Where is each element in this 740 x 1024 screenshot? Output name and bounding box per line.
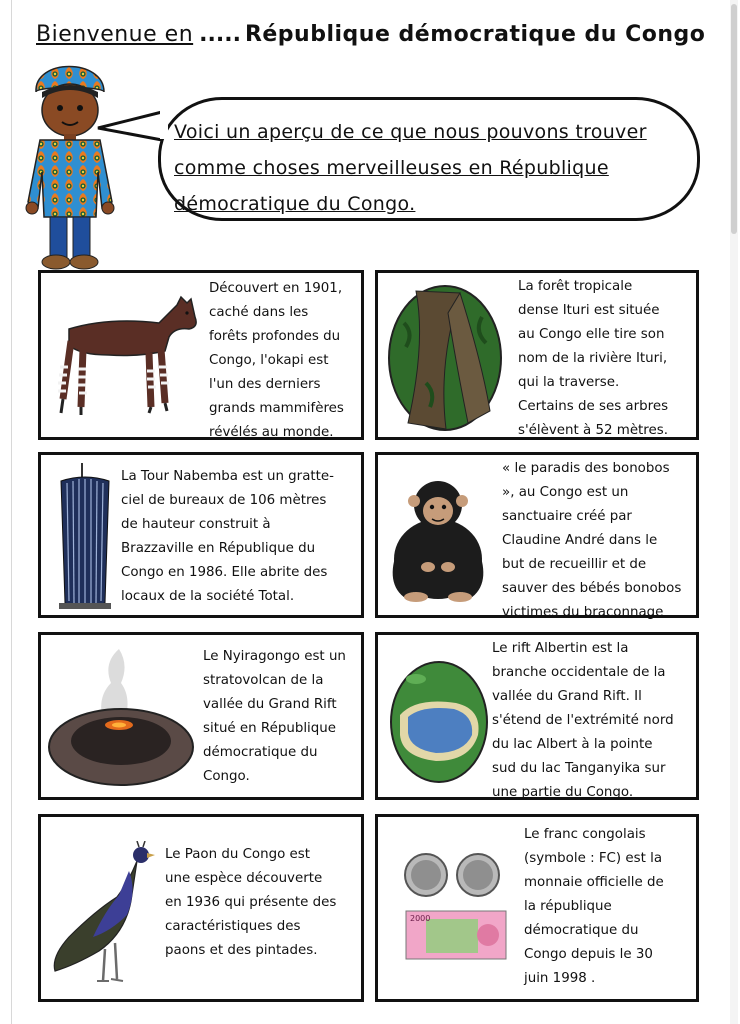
speech-bubble-tail [96, 110, 166, 144]
card-line: monnaie officielle de [524, 875, 664, 890]
card-line: caché dans les [209, 305, 309, 320]
card-line: but de recueillir et de [502, 557, 647, 572]
card-okapi [38, 270, 364, 440]
card-ituri-forest [375, 270, 699, 440]
card-line: Congo en 1986. Elle abrite des [121, 565, 328, 580]
card-line: La forêt tropicale [518, 279, 633, 294]
bubble-line: comme choses merveilleuses en République [174, 157, 609, 179]
card-line: paons et des pintades. [165, 943, 318, 958]
title-dots: ..... [199, 22, 241, 47]
card-text [209, 277, 344, 445]
child-character-illustration [20, 52, 120, 272]
card-line: sud du lac Tanganyika sur [492, 761, 666, 776]
card-line: stratovolcan de la [203, 673, 324, 688]
card-text [492, 637, 674, 805]
page-title [36, 22, 705, 47]
card-line: « le paradis des bonobos [502, 461, 670, 476]
rift-lake-illustration [386, 657, 492, 787]
card-line: Le franc congolais [524, 827, 646, 842]
card-line: ciel de bureaux de 106 mètres [121, 493, 327, 508]
card-line: vallée du Grand Rift. Il [492, 689, 642, 704]
card-line: une espèce découverte [165, 871, 323, 886]
card-nyiragongo [38, 632, 364, 800]
card-line: au Congo elle tire son [518, 327, 665, 342]
card-text [502, 457, 681, 625]
card-text [121, 465, 334, 609]
card-line: forêts profondes du [209, 329, 341, 344]
card-line: Découvert en 1901, [209, 281, 343, 296]
card-line: Brazzaville en République du [121, 541, 316, 556]
card-line: nom de la rivière Ituri, [518, 351, 668, 366]
card-tour-nabemba [38, 452, 364, 618]
title-country: République démocratique du Congo [244, 22, 706, 47]
bubble-line: Voici un aperçu de ce que nous pouvons trouver [174, 121, 647, 143]
card-line: Le rift Albertin est la [492, 641, 629, 656]
bubble-tail-cover [160, 109, 168, 139]
page-edge [11, 0, 12, 1024]
card-line: démocratique du [203, 745, 318, 760]
okapi-illustration [49, 289, 201, 429]
forest-illustration [386, 283, 504, 433]
card-paon-du-congo [38, 814, 364, 1002]
banknote-value: 2000 [410, 914, 431, 923]
card-line: en 1936 qui présente des [165, 895, 337, 910]
card-franc-congolais [375, 814, 699, 1002]
card-line: », au Congo est un [502, 485, 629, 500]
card-text [165, 843, 336, 963]
card-line: Le Paon du Congo est [165, 847, 311, 862]
card-bonobos [375, 452, 699, 618]
title-lead: Bienvenue en [36, 22, 194, 47]
scrollbar-thumb[interactable] [731, 4, 737, 234]
card-line: démocratique du [524, 923, 639, 938]
card-line: la république [524, 899, 612, 914]
card-line: caractéristiques des [165, 919, 301, 934]
card-rift-albertin [375, 632, 699, 800]
card-line: Congo. [203, 769, 250, 784]
peacock-illustration [45, 841, 155, 989]
card-text [524, 823, 664, 991]
speech-bubble-text [174, 114, 684, 222]
card-line: sanctuaire créé par [502, 509, 632, 524]
card-line: Claudine André dans le [502, 533, 658, 548]
card-line: branche occidentale de la [492, 665, 666, 680]
card-line: une partie du Congo. [492, 785, 634, 800]
card-line: grands mammifères [209, 401, 344, 416]
card-line: Congo depuis le 30 [524, 947, 653, 962]
card-line: Certains de ses arbres [518, 399, 669, 414]
card-line: de hauteur construit à [121, 517, 271, 532]
card-line: situé en République [203, 721, 337, 736]
tower-illustration [55, 463, 115, 613]
card-line: qui la traverse. [518, 375, 620, 390]
card-line: juin 1998 . [524, 971, 596, 986]
card-line: locaux de la société Total. [121, 589, 295, 604]
bonobo-illustration [382, 475, 494, 605]
card-line: dense Ituri est située [518, 303, 660, 318]
card-text [518, 275, 668, 443]
bubble-line: démocratique du Congo. [174, 193, 416, 215]
card-line: vallée du Grand Rift [203, 697, 337, 712]
card-text [203, 645, 346, 789]
card-line: Congo, l'okapi est [209, 353, 329, 368]
card-line: s'étend de l'extrémité nord [492, 713, 674, 728]
card-line: l'un des derniers [209, 377, 321, 392]
card-line: du lac Albert à la pointe [492, 737, 653, 752]
card-line: (symbole : FC) est la [524, 851, 663, 866]
card-line: sauver des bébés bonobos [502, 581, 682, 596]
card-line: révélés au monde. [209, 425, 334, 440]
card-line: s'élèvent à 52 mètres. [518, 423, 668, 438]
card-line: La Tour Nabemba est un gratte- [121, 469, 334, 484]
coins-and-banknote-illustration [404, 847, 508, 967]
card-line: victimes du braconnage [502, 605, 664, 620]
card-line: Le Nyiragongo est un [203, 649, 346, 664]
volcano-illustration [45, 639, 201, 791]
